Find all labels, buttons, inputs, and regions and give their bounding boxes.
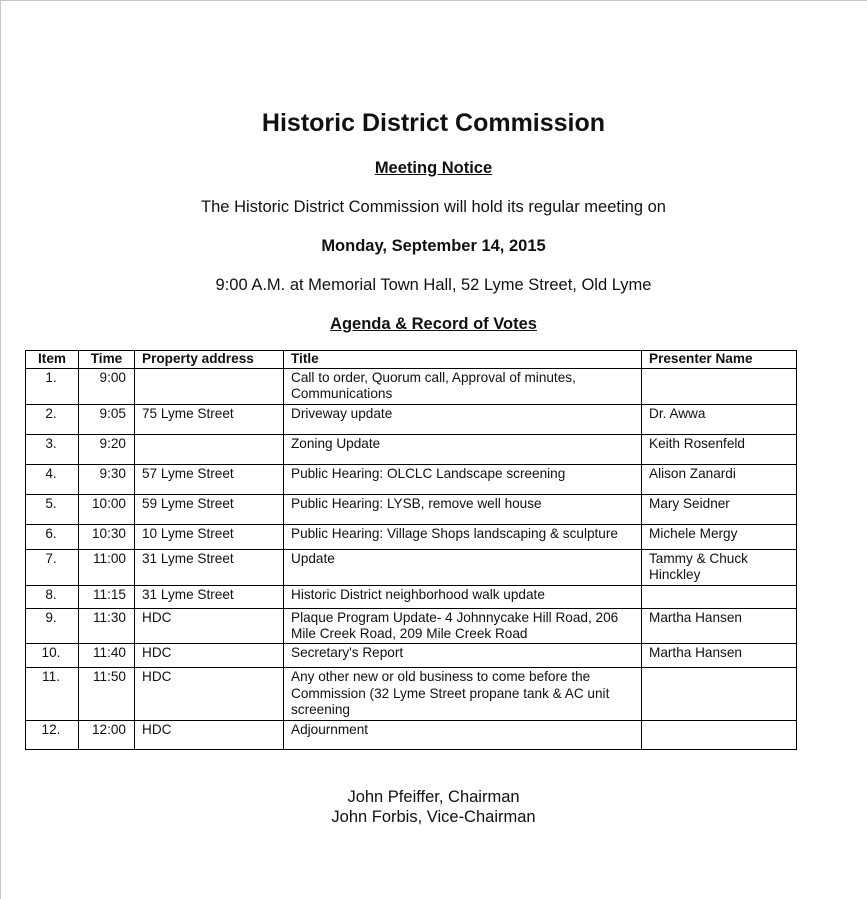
item-address: 31 Lyme Street: [135, 585, 284, 608]
item-time: 11:40: [79, 644, 135, 668]
item-time: 11:30: [79, 608, 135, 644]
item-address: [135, 369, 284, 405]
item-time: 11:50: [79, 668, 135, 720]
item-title: Public Hearing: LYSB, remove well house: [284, 494, 642, 524]
item-presenter: Dr. Awwa: [642, 404, 797, 434]
item-number: 10.: [26, 644, 79, 668]
item-address: HDC: [135, 720, 284, 749]
item-address: 59 Lyme Street: [135, 494, 284, 524]
item-time: 10:30: [79, 524, 135, 549]
item-time: 10:00: [79, 494, 135, 524]
column-header-presenter: Presenter Name: [642, 351, 797, 369]
column-header-item: Item: [26, 351, 79, 369]
item-time: 11:00: [79, 549, 135, 585]
chairman-signature: John Pfeiffer, Chairman: [347, 788, 520, 806]
table-row: [26, 585, 797, 608]
item-address: 75 Lyme Street: [135, 404, 284, 434]
intro-text: The Historic District Commission will hold its regular meeting on: [201, 198, 666, 216]
item-address: 31 Lyme Street: [135, 549, 284, 585]
item-title: Driveway update: [284, 404, 642, 434]
item-title: Historic District neighborhood walk update: [284, 585, 642, 608]
item-presenter: Mary Seidner: [642, 494, 797, 524]
item-title: Public Hearing: Village Shops landscaping & sculpture: [284, 524, 642, 549]
item-time: 9:20: [79, 434, 135, 464]
item-number: 3.: [26, 434, 79, 464]
item-presenter: Alison Zanardi: [642, 464, 797, 494]
item-title: Update: [284, 549, 642, 585]
agenda-heading: Agenda & Record of Votes: [330, 315, 537, 333]
item-presenter: [642, 585, 797, 608]
item-address: 57 Lyme Street: [135, 464, 284, 494]
item-address: HDC: [135, 608, 284, 644]
item-number: 1.: [26, 369, 79, 405]
item-time: 9:00: [79, 369, 135, 405]
table-header-row: [26, 351, 797, 369]
column-header-address: Property address: [135, 351, 284, 369]
item-time: 11:15: [79, 585, 135, 608]
table-row: [26, 494, 797, 524]
item-number: 8.: [26, 585, 79, 608]
column-header-time: Time: [79, 351, 135, 369]
table-row: [26, 464, 797, 494]
item-number: 2.: [26, 404, 79, 434]
item-title: Secretary's Report: [284, 644, 642, 668]
column-header-title: Title: [284, 351, 642, 369]
item-address: HDC: [135, 668, 284, 720]
table-row: [26, 668, 797, 720]
item-time: 9:30: [79, 464, 135, 494]
item-title: Adjournment: [284, 720, 642, 749]
page-border-top: [0, 0, 867, 1]
table-row: [26, 369, 797, 405]
item-number: 9.: [26, 608, 79, 644]
item-presenter: Keith Rosenfeld: [642, 434, 797, 464]
item-number: 12.: [26, 720, 79, 749]
item-presenter: [642, 369, 797, 405]
meeting-date: Monday, September 14, 2015: [321, 237, 546, 255]
item-title: Call to order, Quorum call, Approval of minutes, Communications: [284, 369, 642, 405]
item-time: 12:00: [79, 720, 135, 749]
item-presenter: Martha Hansen: [642, 608, 797, 644]
table-row: [26, 720, 797, 749]
item-title: Zoning Update: [284, 434, 642, 464]
item-number: 11.: [26, 668, 79, 720]
table-row: [26, 524, 797, 549]
item-address: [135, 434, 284, 464]
item-number: 6.: [26, 524, 79, 549]
table-row: [26, 608, 797, 644]
item-presenter: [642, 720, 797, 749]
meeting-notice-heading: Meeting Notice: [374, 159, 493, 177]
item-presenter: Michele Mergy: [642, 524, 797, 549]
item-presenter: Martha Hansen: [642, 644, 797, 668]
item-title: Plaque Program Update- 4 Johnnycake Hill Road, 206 Mile Creek Road, 209 Mile Creek Road: [284, 608, 642, 644]
item-presenter: [642, 668, 797, 720]
item-number: 5.: [26, 494, 79, 524]
item-presenter: Tammy & Chuck Hinckley: [642, 549, 797, 585]
item-address: HDC: [135, 644, 284, 668]
item-title: Public Hearing: OLCLC Landscape screening: [284, 464, 642, 494]
agenda-table: [25, 350, 797, 750]
table-row: [26, 549, 797, 585]
document-title: Historic District Commission: [261, 109, 606, 137]
table-row: [26, 434, 797, 464]
item-number: 7.: [26, 549, 79, 585]
item-time: 9:05: [79, 404, 135, 434]
vice-chairman-signature: John Forbis, Vice-Chairman: [331, 808, 536, 826]
item-number: 4.: [26, 464, 79, 494]
table-row: [26, 644, 797, 668]
table-row: [26, 404, 797, 434]
item-address: 10 Lyme Street: [135, 524, 284, 549]
meeting-venue: 9:00 A.M. at Memorial Town Hall, 52 Lyme Street, Old Lyme: [215, 276, 652, 294]
item-title: Any other new or old business to come before the Commission (32 Lyme Street propane tank & AC unit screening: [284, 668, 642, 720]
